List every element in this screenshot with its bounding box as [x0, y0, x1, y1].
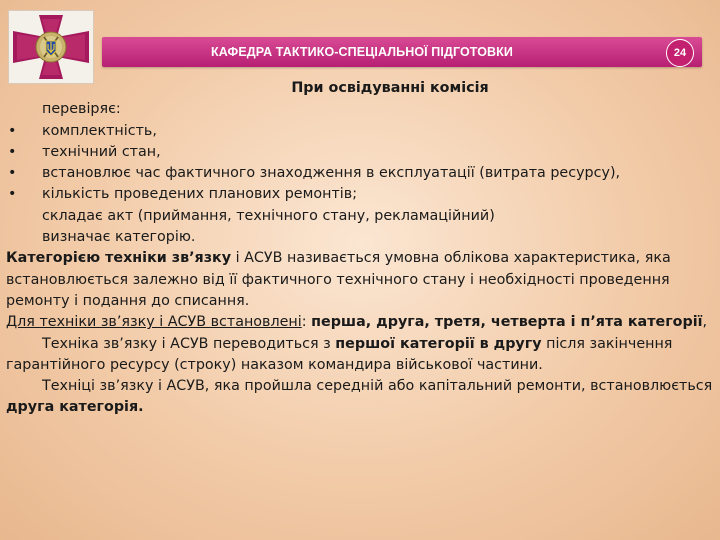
repair-text: Техніці зв’язку і АСУВ, яка пройшла середній або капітальний ремонти, встановлюється	[42, 378, 713, 395]
transfer-text-1: Техніка зв’язку і АСУВ переводиться з	[42, 335, 336, 352]
transfer-bold: першої категорії в другу	[335, 335, 542, 352]
emblem-logo	[8, 10, 94, 84]
bullet-item	[6, 142, 714, 163]
army-emblem-icon	[9, 11, 93, 83]
categories-intro: Для техніки зв’язку і АСУВ встановлені	[6, 314, 302, 331]
bullet-icon: •	[8, 186, 17, 203]
slide-content	[6, 78, 714, 419]
content-heading: При освідуванні комісія	[291, 80, 489, 96]
act-line: складає акт (приймання, технічного стану, рекламаційний)	[42, 207, 495, 224]
bullet-icon: •	[8, 143, 17, 160]
repair-paragraph	[6, 376, 714, 419]
bullet-text: комплектність,	[42, 122, 157, 139]
category-line: визначає категорію.	[42, 229, 196, 246]
categories-end: ,	[702, 314, 708, 331]
page-number-badge: 24	[666, 39, 694, 67]
bullet-icon: •	[8, 122, 17, 139]
definition-text: і АСУВ називається умовна облікова характеристика, яка встановлюється залежно від її фактичного технічного стану і необхідності проведення ремонту і подання до списання.	[6, 250, 671, 309]
bullet-item	[6, 121, 714, 142]
bullet-text: встановлює час фактичного знаходження в експлуатації (витрата ресурсу),	[42, 165, 621, 182]
definition-term: Категорією техніки зв’язку	[6, 250, 232, 267]
bullet-text: технічний стан,	[42, 143, 161, 160]
bullet-icon: •	[8, 165, 17, 182]
repair-bold: друга категорія.	[6, 399, 144, 416]
header-banner	[102, 37, 702, 67]
categories-colon: :	[301, 314, 312, 331]
categories-list: перша, друга, третя, четверта і п’ята категорії	[311, 314, 703, 331]
categories-paragraph	[6, 312, 714, 333]
bullet-item	[6, 184, 714, 205]
transfer-text-2: після закінчення гарантійного ресурсу (строку) наказом командира військової частини.	[6, 335, 673, 373]
header-title: КАФЕДРА ТАКТИКО-СПЕЦІАЛЬНОЇ ПІДГОТОВКИ	[211, 45, 513, 59]
intro-line: перевіряє:	[42, 101, 121, 118]
definition-paragraph	[6, 248, 714, 312]
bullet-item	[6, 163, 714, 184]
bullet-text: кількість проведених планових ремонтів;	[42, 186, 358, 203]
transfer-paragraph	[6, 334, 714, 377]
